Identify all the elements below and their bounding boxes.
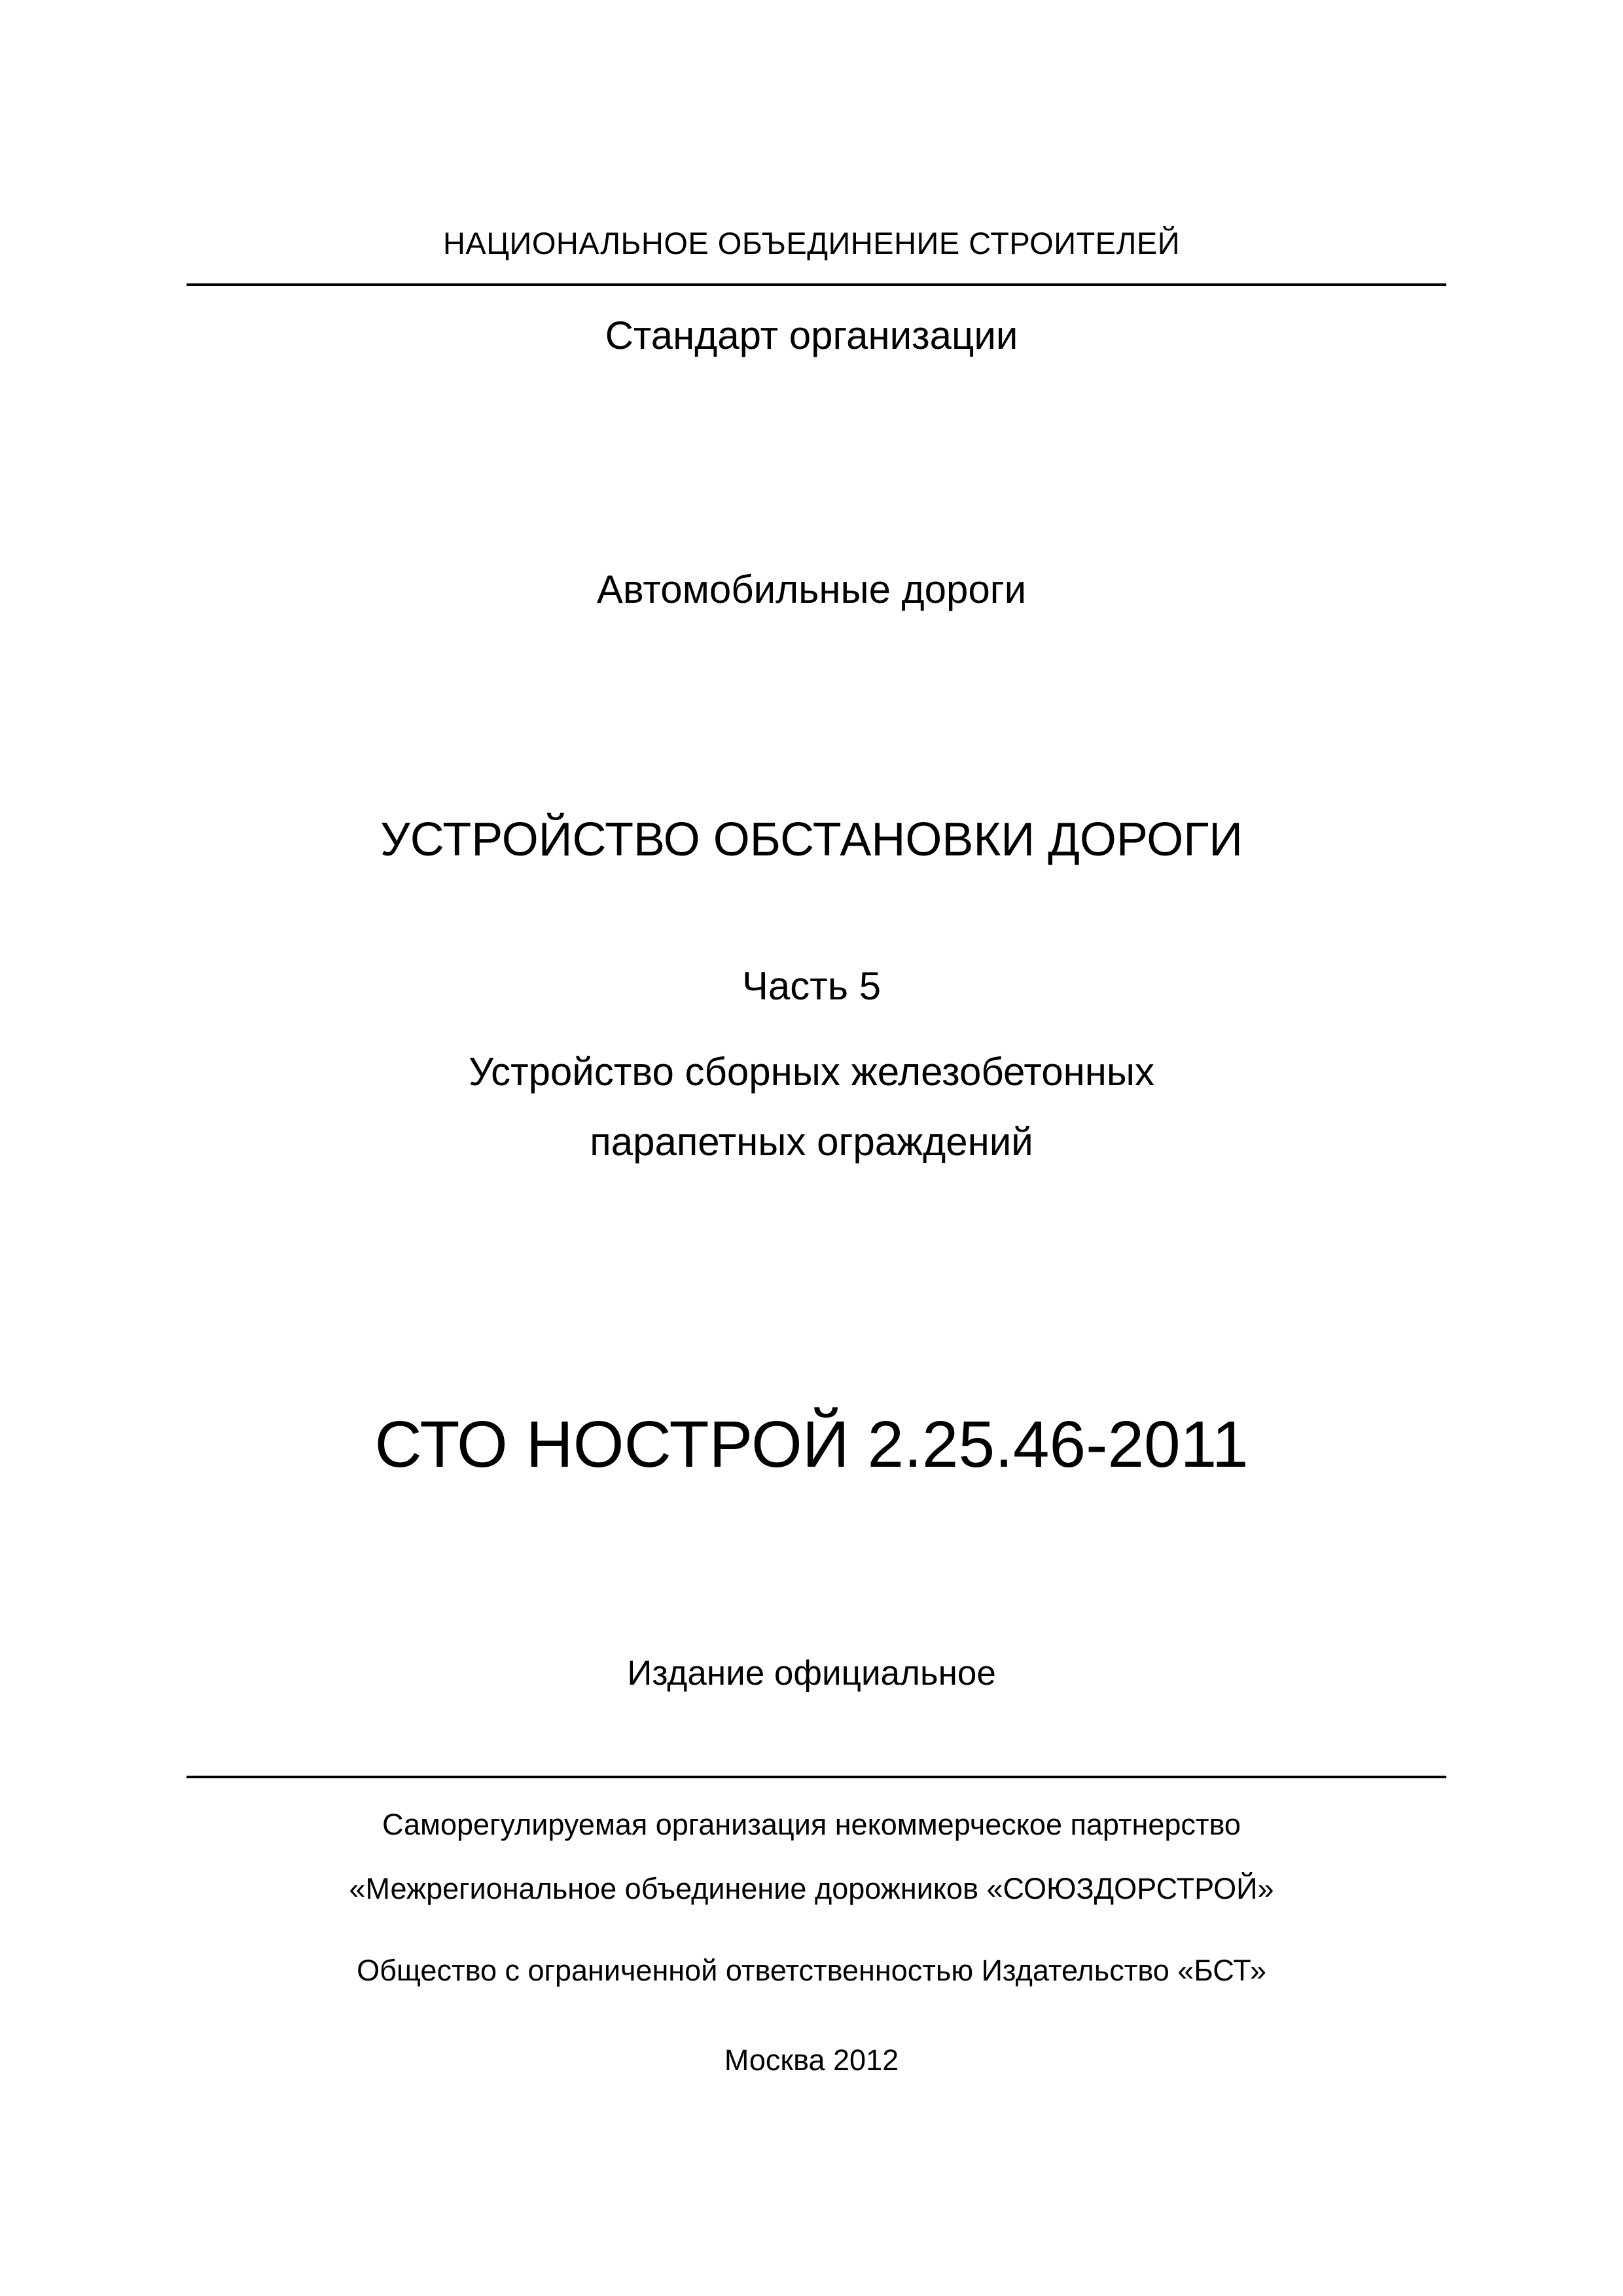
top-divider	[187, 283, 1446, 286]
publisher-line: Общество с ограниченной ответственностью Издательство «БСТ»	[357, 1954, 1266, 1987]
main-title: УСТРОЙСТВО ОБСТАНОВКИ ДОРОГИ	[380, 814, 1243, 866]
document-kind: Стандарт организации	[605, 314, 1018, 357]
bottom-divider	[187, 1776, 1446, 1778]
part-number: Часть 5	[741, 964, 882, 1008]
edition-note: Издание официальное	[627, 1654, 996, 1693]
standard-designation: СТО НОСТРОЙ 2.25.46-2011	[374, 1408, 1249, 1481]
section-title: Автомобильные дороги	[596, 567, 1027, 611]
place-year: Москва 2012	[724, 2043, 899, 2077]
publisher-line: Саморегулируемая организация некоммерческое партнерство	[382, 1808, 1241, 1841]
subtitle-line: Устройство сборных железобетонных	[468, 1050, 1154, 1094]
organization-header: НАЦИОНАЛЬНОЕ ОБЪЕДИНЕНИЕ СТРОИТЕЛЕЙ	[442, 226, 1181, 260]
publisher-line: «Межрегиональное объединение дорожников «СОЮЗДОРСТРОЙ»	[349, 1872, 1274, 1905]
subtitle-line: парапетных ограждений	[590, 1120, 1033, 1164]
